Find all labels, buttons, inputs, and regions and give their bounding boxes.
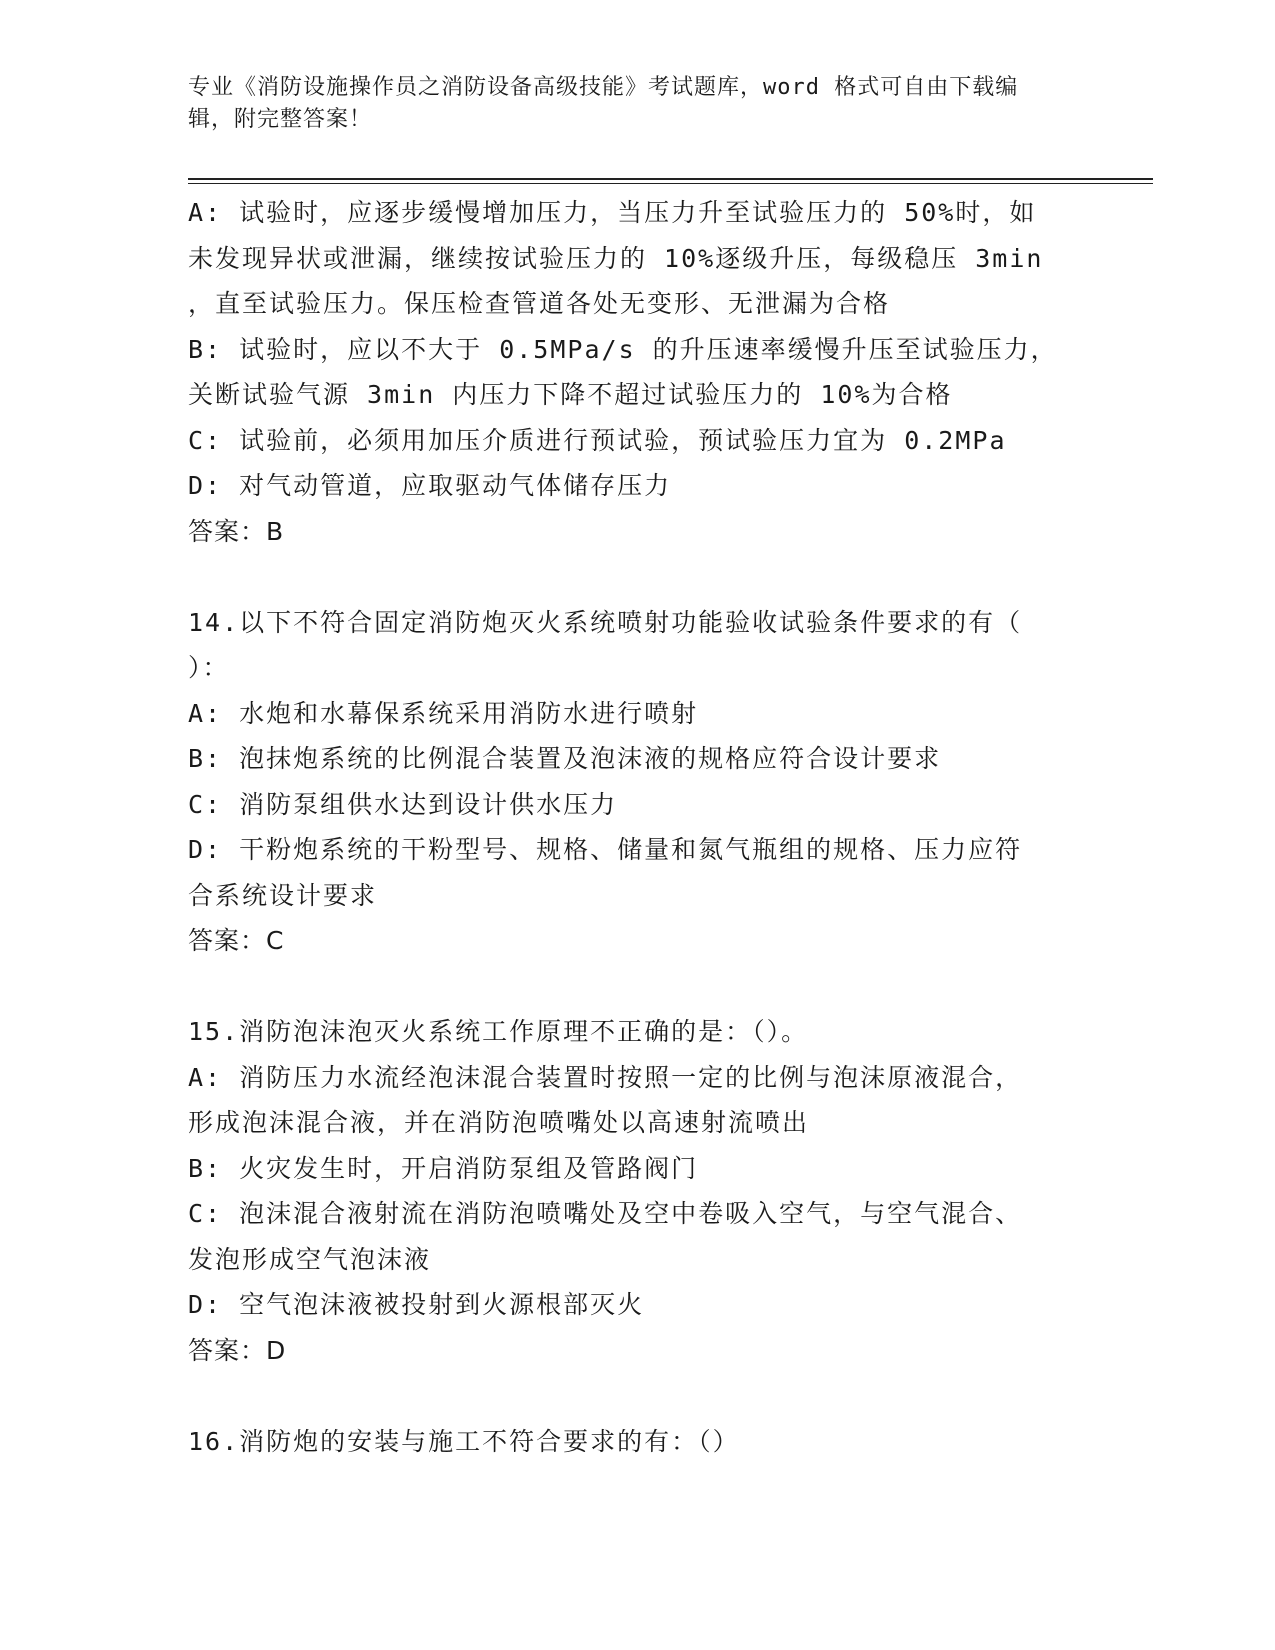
option-d-line: D: 空气泡沫液被投射到火源根部灭火: [188, 1290, 645, 1319]
option-c-line: C: 试验前，必须用加压介质进行预试验，预试验压力宜为 0.2MPa: [188, 425, 1007, 455]
option-a-line: 形成泡沫混合液，并在消防泡喷嘴处以高速射流喷出: [188, 1108, 810, 1137]
question-15: [188, 1009, 1068, 1373]
header-divider-thick: [188, 178, 1153, 180]
question-13: [188, 190, 1068, 554]
question-14: [188, 600, 1068, 964]
question-16: [188, 1419, 1068, 1465]
header-line-1: 专业《消防设施操作员之消防设备高级技能》考试题库，word 格式可自由下载编: [188, 75, 1019, 100]
option-a-line: A: 试验时，应逐步缓慢增加压力，当压力升至试验压力的 50%时，如: [188, 198, 1037, 227]
option-b-line: B: 试验时，应以不大于 0.5MPa/s 的升压速率缓慢升压至试验压力，: [188, 334, 1058, 364]
option-a-line: A: 水炮和水幕保系统采用消防水进行喷射: [188, 698, 699, 728]
option-b-line: B: 火灾发生时，开启消防泵组及管路阀门: [188, 1153, 699, 1183]
answer-label: 答案：C: [188, 926, 285, 955]
option-a-line: 未发现异状或泄漏，继续按试验压力的 10%逐级升压，每级稳压 3min: [188, 243, 1044, 273]
answer-label: 答案：B: [188, 516, 285, 546]
spacer: [188, 554, 1068, 600]
option-d-line: D: 对气动管道，应取驱动气体储存压力: [188, 471, 672, 500]
question-stem: 15.消防泡沫泡灭火系统工作原理不正确的是：（）。: [188, 1017, 809, 1046]
option-d-line: D: 干粉炮系统的干粉型号、规格、储量和氮气瓶组的规格、压力应符: [188, 835, 1023, 864]
header-divider-thin: [188, 183, 1153, 184]
question-stem: ）：: [188, 653, 230, 682]
spacer: [188, 964, 1068, 1010]
answer-label: 答案：D: [188, 1335, 287, 1365]
option-c-line: C: 消防泵组供水达到设计供水压力: [188, 789, 618, 819]
question-content: [188, 190, 1068, 1464]
option-b-line: 关断试验气源 3min 内压力下降不超过试验压力的 10%为合格: [188, 380, 953, 409]
question-stem: 16.消防炮的安装与施工不符合要求的有：（）: [188, 1426, 740, 1456]
question-stem: 14.以下不符合固定消防炮灭火系统喷射功能验收试验条件要求的有（: [188, 607, 1023, 637]
option-c-line: C: 泡沫混合液射流在消防泡喷嘴处及空中卷吸入空气，与空气混合、: [188, 1199, 1023, 1228]
option-a-line: ，直至试验压力。保压检查管道各处无变形、无泄漏为合格: [188, 289, 891, 318]
option-c-line: 发泡形成空气泡沫液: [188, 1244, 432, 1274]
option-b-line: B: 泡抹炮系统的比例混合装置及泡沫液的规格应符合设计要求: [188, 744, 942, 773]
header-line-2: 辑，附完整答案！: [188, 107, 373, 132]
spacer: [188, 1373, 1068, 1419]
option-d-line: 合系统设计要求: [188, 880, 378, 910]
document-header: [188, 72, 1068, 136]
option-a-line: A: 消防压力水流经泡沫混合装置时按照一定的比例与泡沫原液混合，: [188, 1062, 1023, 1092]
